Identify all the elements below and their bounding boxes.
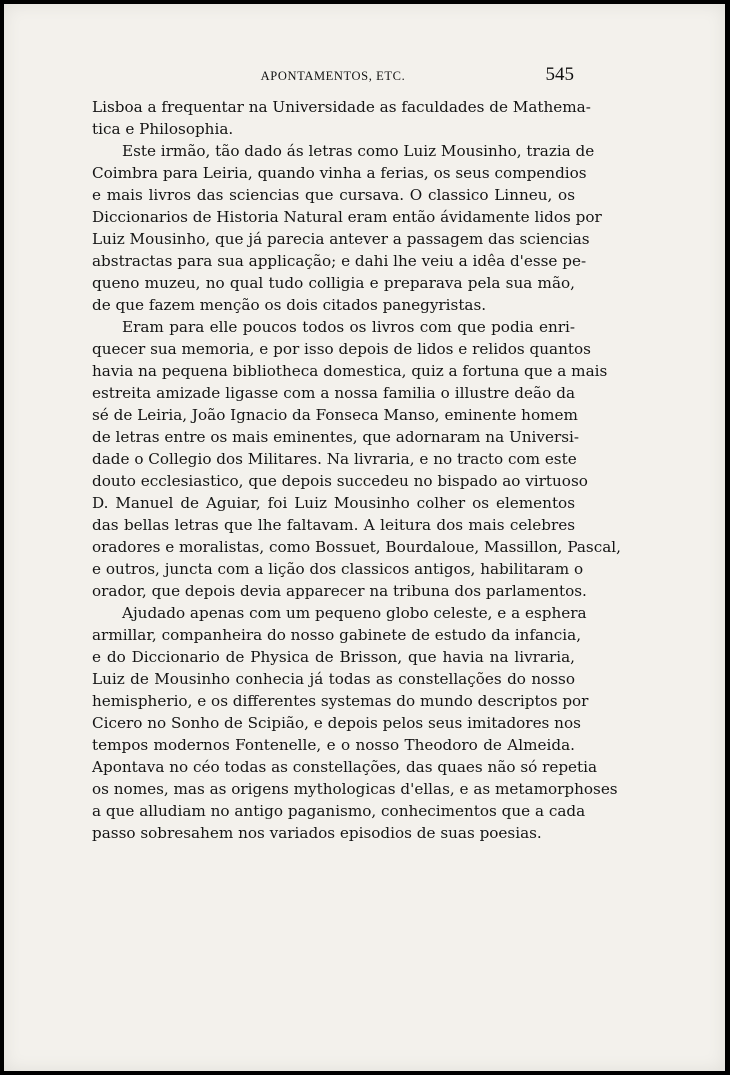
text-line: Eram para elle poucos todos os livros com que podia enri- xyxy=(122,318,575,336)
text-line: Coimbra para Leiria, quando vinha a ferias, os seus compendios xyxy=(92,164,587,182)
page-number: 545 xyxy=(545,64,574,85)
text-line: das bellas letras que lhe faltavam. A leitura dos mais celebres xyxy=(92,516,575,534)
text-line: de que fazem menção os dois citados panegyristas. xyxy=(92,296,487,314)
text-line: de letras entre os mais eminentes, que adornaram na Universi- xyxy=(92,428,580,446)
text-line: dade o Collegio dos Militares. Na livraria, e no tracto com este xyxy=(92,450,577,468)
text-line: Luiz de Mousinho conhecia já todas as constellações do nosso xyxy=(92,670,575,688)
text-line: quecer sua memoria, e por isso depois de lidos e relidos quantos xyxy=(92,340,591,358)
text-line: estreita amizade ligasse com a nossa familia o illustre deão da xyxy=(92,384,575,402)
body-text xyxy=(92,96,621,844)
text-line: e do Diccionario de Physica de Brisson, que havia na livraria, xyxy=(92,648,575,666)
text-line: os nomes, mas as origens mythologicas d'ellas, e as metamorphoses xyxy=(92,780,618,798)
text-line: orador, que depois devia apparecer na tribuna dos parlamentos. xyxy=(92,582,587,600)
paragraph xyxy=(92,602,618,844)
text-line: armillar, companheira do nosso gabinete de estudo da infancia, xyxy=(92,626,582,644)
paragraph xyxy=(92,96,591,140)
text-line: Ajudado apenas com um pequeno globo celeste, e a esphera xyxy=(122,604,587,622)
text-line: Diccionarios de Historia Natural eram então ávidamente lidos por xyxy=(92,208,602,226)
text-line: douto ecclesiastico, que depois succedeu no bispado ao virtuoso xyxy=(92,472,588,490)
text-line: e mais livros das sciencias que cursava. O classico Linneu, os xyxy=(92,186,575,204)
text-line: e outros, juncta com a lição dos classicos antigos, habilitaram o xyxy=(92,560,584,578)
text-line: hemispherio, e os differentes systemas do mundo descriptos por xyxy=(92,692,589,710)
text-line: tica e Philosophia. xyxy=(92,120,234,138)
text-line: Cicero no Sonho de Scipião, e depois pelos seus imitadores nos xyxy=(92,714,581,732)
paragraph xyxy=(92,316,621,602)
text-line: havia na pequena bibliotheca domestica, quiz a fortuna que a mais xyxy=(92,362,608,380)
text-line: abstractas para sua applicação; e dahi lhe veiu a idêa d'esse pe- xyxy=(92,252,587,270)
text-line: tempos modernos Fontenelle, e o nosso Theodoro de Almeida. xyxy=(92,736,575,754)
text-line: a que alludiam no antigo paganismo, conhecimentos que a cada xyxy=(92,802,586,820)
text-line: queno muzeu, no qual tudo colligia e preparava pela sua mão, xyxy=(92,274,575,292)
text-line: Apontava no céo todas as constellações, das quaes não só repetia xyxy=(92,758,598,776)
text-line: D. Manuel de Aguiar, foi Luiz Mousinho colher os elementos xyxy=(92,494,575,512)
text-line: Lisboa a frequentar na Universidade as faculdades de Mathema- xyxy=(92,98,591,116)
page-header xyxy=(92,66,574,90)
running-head: APONTAMENTOS, ETC. xyxy=(260,69,406,83)
text-line: oradores e moralistas, como Bossuet, Bourdaloue, Massillon, Pascal, xyxy=(92,538,621,556)
text-line: Luiz Mousinho, que já parecia antever a passagem das sciencias xyxy=(92,230,590,248)
text-line: sé de Leiria, João Ignacio da Fonseca Manso, eminente homem xyxy=(92,406,578,424)
paragraph xyxy=(92,140,602,316)
book-page xyxy=(4,4,725,1071)
text-line: passo sobresahem nos variados episodios de suas poesias. xyxy=(92,824,542,842)
text-line: Este irmão, tão dado ás letras como Luiz Mousinho, trazia de xyxy=(122,142,595,160)
